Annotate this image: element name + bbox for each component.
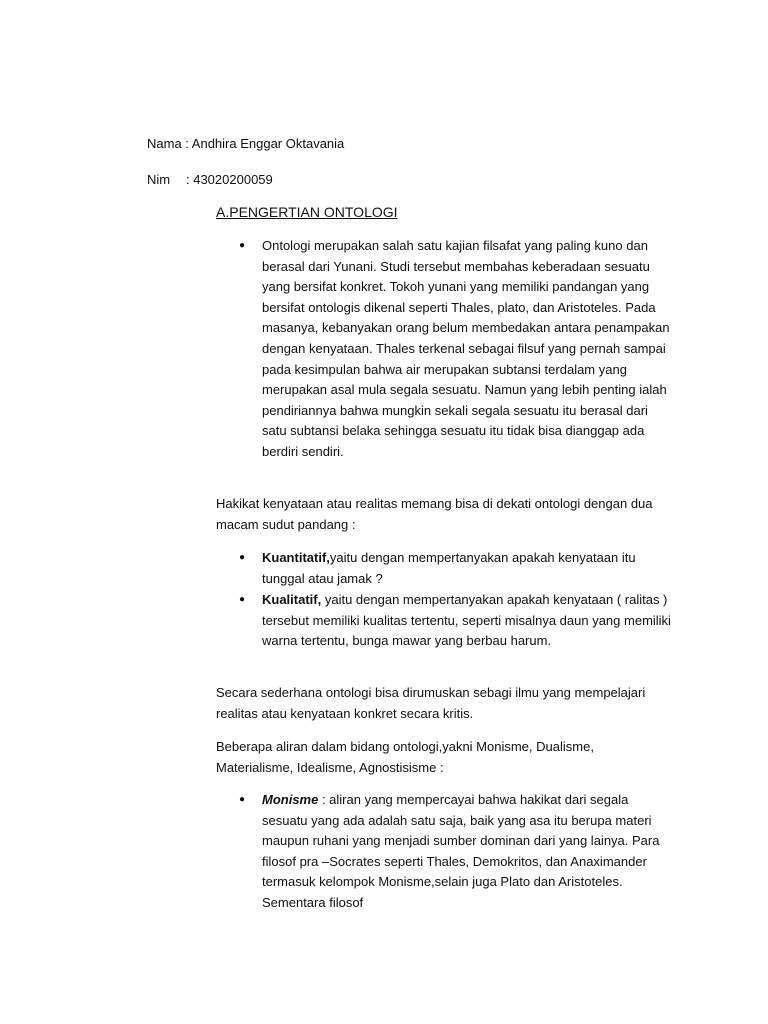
ontology-definition-paragraph: Ontologi merupakan salah satu kajian filsafat yang paling kuno dan berasal dari Yunani. Studi tersebut membahas keberadaan sesuatu yang bersifat konkret. Tokoh yunani yang memiliki pandangan yang bersifat ontologis dikenal seperti Thales, plato, dan Aristoteles. Pada masanya, kebanyakan orang belum membedakan antara penampakan dengan kenyataan. Thales terkenal sebagai filsuf yang pernah sampai pada kesimpulan bahwa air merupakan subtansi terdalam yang merupakan asal mula segala sesuatu. Namun yang lebih penting ialah pendiriannya bahwa mungkin sekali segala sesuatu itu berasal dari satu subtansi belaka sehingga sesuatu itu tidak bisa dianggap ada berdiri sendiri.: [262, 238, 670, 459]
ontology-schools-paragraph: Beberapa aliran dalam bidang ontologi,yakni Monisme, Dualisme, Materialisme, Idealisme, Agnostisisme :: [216, 739, 594, 775]
bullet-icon: ●: [239, 794, 246, 805]
ontology-summary-paragraph: Secara sederhana ontologi bisa dirumuskan sebagi ilmu yang mempelajari realitas atau kenyataan konkret secara kritis.: [216, 685, 646, 721]
list-item-kuantitatif: [262, 548, 672, 589]
kuantitatif-description: yaitu dengan mempertanyakan apakah kenyataan itu tunggal atau jamak ?: [262, 550, 636, 586]
student-name: Nama : Andhira Enggar Oktavania: [147, 136, 345, 151]
bullet-icon: ●: [239, 240, 246, 251]
list-item-monisme: [262, 790, 672, 914]
bullet-icon: ●: [239, 594, 246, 605]
monisme-description: : aliran yang mempercayai bahwa hakikat dari segala sesuatu yang ada adalah satu saja, baik yang asa itu berupa materi maupun ruhani yang menjadi sumber dominan dari yang lainya. Para filosof pra –Socrates seperti Thales, Demokritos, dan Anaximander termasuk kelompok Monisme,selain juga Plato dan Aristoteles. Sementara filosof: [262, 792, 660, 910]
bullet-icon: ●: [239, 552, 246, 563]
term-kuantitatif: Kuantitatif,: [262, 550, 330, 565]
kualitatif-description: yaitu dengan mempertanyakan apakah kenyataan ( ralitas ) tersebut memiliki kualitas tertentu, seperti misalnya daun yang memiliki warna tertentu, bunga mawar yang berbau harum.: [262, 592, 671, 649]
list-item-kualitatif: [262, 590, 672, 652]
nim-value: : 43020200059: [186, 172, 273, 187]
term-monisme: Monisme: [262, 792, 319, 807]
term-kualitatif: Kualitatif,: [262, 592, 322, 607]
reality-approach-paragraph: Hakikat kenyataan atau realitas memang bisa di dekati ontologi dengan dua macam sudut pandang :: [216, 496, 653, 532]
section-title: A.PENGERTIAN ONTOLOGI: [216, 204, 398, 220]
nim-label: Nim: [147, 172, 171, 187]
